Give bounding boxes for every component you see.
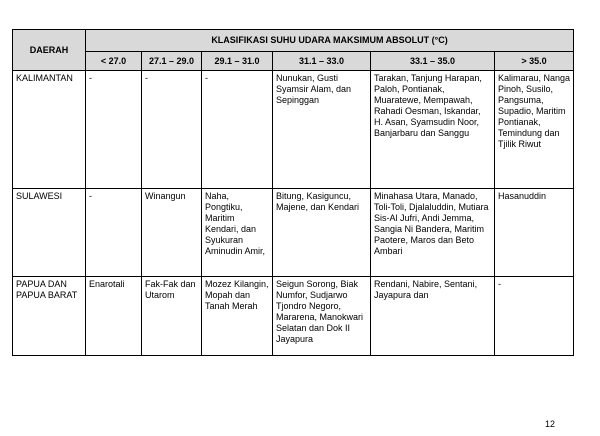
table-cell: - — [142, 71, 202, 189]
table-row — [13, 277, 574, 356]
table-row — [13, 71, 574, 189]
table-cell: - — [202, 71, 273, 189]
table-cell: Nunukan, Gusti Syamsir Alam, dan Sepinggan — [273, 71, 371, 189]
table-cell: Mozez Kilangin, Mopah dan Tanah Merah — [202, 277, 273, 356]
table-cell: Bitung, Kasiguncu, Majene, dan Kendari — [273, 189, 371, 277]
region-header: DAERAH — [13, 30, 86, 71]
table-cell: Fak-Fak dan Utarom — [142, 277, 202, 356]
table-cell: Enarotali — [86, 277, 142, 356]
table-cell: Rendani, Nabire, Sentani, Jayapura dan — [371, 277, 495, 356]
table-cell: Minahasa Utara, Manado, Toli-Toli, Djalaluddin, Mutiara Sis-Al Jufri, Andi Jemma, Sangia Ni Bandera, Maritim Paotere, Maros dan Beto Ambari — [371, 189, 495, 277]
column-header: 33.1 – 35.0 — [371, 52, 495, 71]
temperature-classification-table — [12, 29, 574, 356]
table-cell: Naha, Pongtiku, Maritim Kendari, dan Syukuran Aminudin Amir, — [202, 189, 273, 277]
table-row — [13, 189, 574, 277]
page-number: 12 — [545, 419, 556, 429]
table-cell: Seigun Sorong, Biak Numfor, Sudjarwo Tjondro Negoro, Mararena, Manokwari Selatan dan Dok II Jayapura — [273, 277, 371, 356]
column-header: > 35.0 — [495, 52, 574, 71]
classification-header: KLASIFIKASI SUHU UDARA MAKSIMUM ABSOLUT (°C) — [86, 30, 574, 52]
column-header: 29.1 – 31.0 — [202, 52, 273, 71]
region-cell: SULAWESI — [13, 189, 86, 277]
column-header: 31.1 – 33.0 — [273, 52, 371, 71]
table-cell: Winangun — [142, 189, 202, 277]
table-cell: - — [86, 71, 142, 189]
table-cell: - — [86, 189, 142, 277]
column-header: < 27.0 — [86, 52, 142, 71]
region-cell: KALIMANTAN — [13, 71, 86, 189]
table-cell: Hasanuddin — [495, 189, 574, 277]
column-header: 27.1 – 29.0 — [142, 52, 202, 71]
table-cell: - — [495, 277, 574, 356]
table-cell: Tarakan, Tanjung Harapan, Paloh, Pontianak, Muaratewe, Mempawah, Rahadi Oesman, Iskandar, H. Asan, Syamsudin Noor, Banjarbaru dan Sanggu — [371, 71, 495, 189]
table-cell: Kalimarau, Nanga Pinoh, Susilo, Pangsuma, Supadio, Maritim Pontianak, Temindung dan Tjilik Riwut — [495, 71, 574, 189]
region-cell: PAPUA DAN PAPUA BARAT — [13, 277, 86, 356]
